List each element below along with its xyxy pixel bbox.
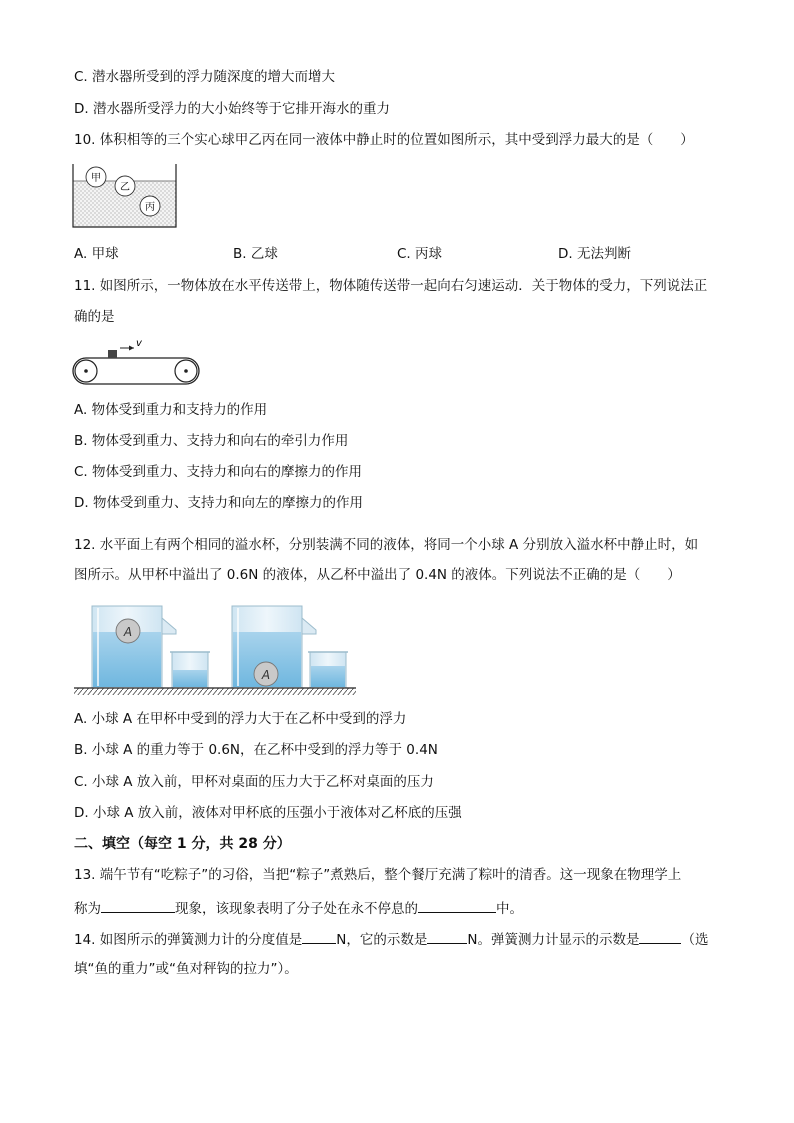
q11-object <box>108 350 117 358</box>
q10-option-d: D. 无法判断 <box>558 246 631 262</box>
q10-ball-jia-label: 甲 <box>91 173 101 184</box>
q12-stem-line1: 12. 水平面上有两个相同的溢水杯，分别装满不同的液体，将同一个小球 A 分别放入溢水杯中静止时，如 <box>74 537 699 553</box>
q10-ball-yi-label: 乙 <box>120 182 130 193</box>
q14-text-b: N，它的示数是 <box>336 932 428 948</box>
q11-option-b: B. 物体受到重力、支持力和向右的牵引力作用 <box>74 433 349 449</box>
q13-line1: 13. 端午节有“吃粽子”的习俗，当把“粽子”煮熟后，整个餐厅充满了粽叶的清香。这一现象在物理学上 <box>74 867 682 883</box>
q9-option-c: C. 潜水器所受到的浮力随深度的增大而增大 <box>74 69 336 85</box>
q12-beaker-2 <box>308 652 348 688</box>
q11-velocity-label: v <box>136 338 142 349</box>
q12-option-a: A. 小球 A 在甲杯中受到的浮力大于在乙杯中受到的浮力 <box>74 711 407 727</box>
q10-ball-bing-label: 丙 <box>145 202 155 213</box>
q14-text-a: 14. 如图所示的弹簧测力计的分度值是 <box>74 932 303 948</box>
q14-blank-3[interactable] <box>639 929 681 944</box>
q10-stem: 10. 体积相等的三个实心球甲乙丙在同一液体中静止时的位置如图所示，其中受到浮力最大的是（ ） <box>74 132 694 148</box>
q11-stem-line2: 确的是 <box>74 309 115 325</box>
q14-text-d: （选 <box>681 932 709 948</box>
q14-line2: 填“鱼的重力”或“鱼对秤钩的拉力”）。 <box>74 961 298 977</box>
q13-text-a: 称为 <box>74 901 101 917</box>
q13-blank-1[interactable] <box>101 898 175 913</box>
q11-option-c: C. 物体受到重力、支持力和向右的摩擦力的作用 <box>74 464 363 480</box>
q14-text-c: N。弹簧测力计显示的示数是 <box>467 932 640 948</box>
q11-stem-line1: 11. 如图所示，一物体放在水平传送带上，物体随传送带一起向右匀速运动．关于物体的受力，下列说法正 <box>74 278 708 294</box>
q13-text-c: 中。 <box>496 901 523 917</box>
q12-ball-a-label-yi: A <box>261 668 271 682</box>
q11-option-d: D. 物体受到重力、支持力和向左的摩擦力的作用 <box>74 495 363 511</box>
q12-ball-a-label-jia: A <box>123 625 133 639</box>
q10-option-a: A. 甲球 <box>74 246 119 262</box>
q12-table <box>74 688 356 695</box>
q14-blank-2[interactable] <box>427 929 467 944</box>
q12-option-b: B. 小球 A 的重力等于 0.6N，在乙杯中受到的浮力等于 0.4N <box>74 742 438 758</box>
q11-figure <box>72 338 202 388</box>
section-heading-fill-in: 二、填空（每空 1 分，共 28 分） <box>74 836 291 852</box>
q12-beaker-1 <box>170 652 210 688</box>
q9-option-d: D. 潜水器所受浮力的大小始终等于它排开海水的重力 <box>74 101 390 117</box>
q11-option-a: A. 物体受到重力和支持力的作用 <box>74 402 268 418</box>
q12-overflow-cup-jia <box>92 606 176 688</box>
q14-line1 <box>74 929 708 949</box>
q13-blank-2[interactable] <box>418 898 496 913</box>
q10-figure <box>72 162 178 230</box>
q13-line2 <box>74 898 523 918</box>
q12-stem-line2: 图所示。从甲杯中溢出了 0.6N 的液体，从乙杯中溢出了 0.4N 的液体。下列说法不正确的是（ ） <box>74 567 681 583</box>
q12-option-d: D. 小球 A 放入前，液体对甲杯底的压强小于液体对乙杯底的压强 <box>74 805 462 821</box>
q12-figure <box>72 600 362 700</box>
q14-blank-1[interactable] <box>302 929 336 944</box>
q10-option-c: C. 丙球 <box>397 246 443 262</box>
q13-text-b: 现象，该现象表明了分子处在永不停息的 <box>175 901 418 917</box>
q10-option-b: B. 乙球 <box>233 246 278 262</box>
q12-option-c: C. 小球 A 放入前，甲杯对桌面的压力大于乙杯对桌面的压力 <box>74 774 434 790</box>
